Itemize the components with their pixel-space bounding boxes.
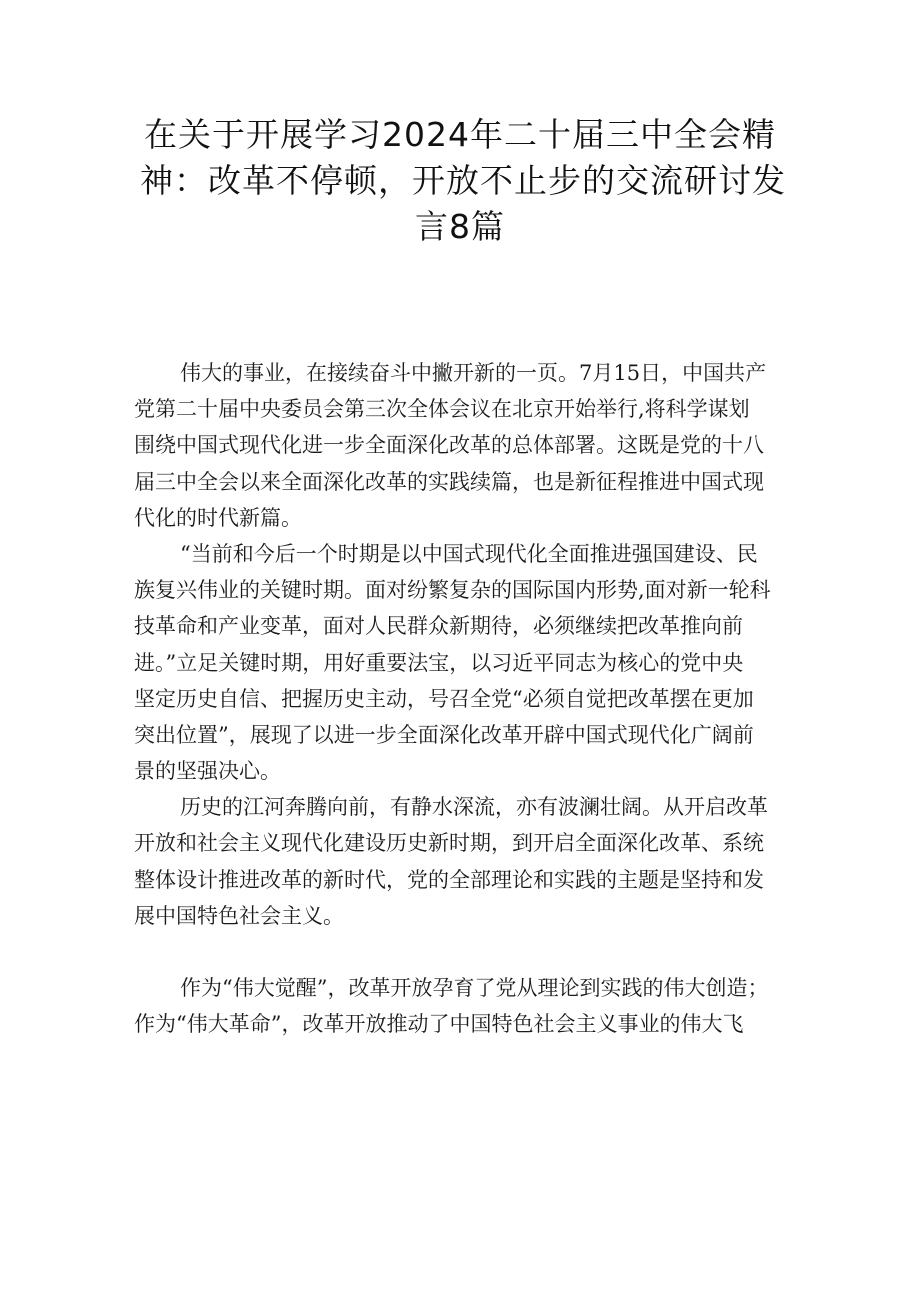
- paragraph-line: 党第二十届中央委员会第三次全体会议在北京开始举行,将科学谋划: [134, 397, 750, 422]
- paragraph: [134, 970, 794, 1042]
- paragraph-line: 届三中全会以来全面深化改革的实践续篇，也是新征程推进中国式现: [134, 469, 764, 494]
- paragraph-line: 技革命和产业变革，面对人民群众新期待，必须继续把改革推向前: [134, 614, 743, 639]
- paragraph-line: “当前和今后一个时期是以中国式现代化全面推进强国建设、民: [180, 541, 758, 566]
- title-line: 在关于开展学习2024年二十届三中全会精: [144, 115, 776, 154]
- paragraph-line: 历史的江河奔腾向前，有静水深流，亦有波澜壮阔。从开启改革: [180, 795, 768, 820]
- paragraph-line: 坚定历史自信、把握历史主动，号召全党“必须自觉把改革摆在更加: [134, 686, 754, 711]
- paragraph-line: 景的坚强决心。: [134, 759, 281, 784]
- paragraph: [134, 536, 794, 789]
- document-title: [140, 112, 786, 250]
- paragraph-line: 代化的时代新篇。: [134, 505, 302, 530]
- paragraph-line: 突出位置”，展现了以进一步全面深化改革开辟中国式现代化广阔前: [134, 722, 754, 747]
- paragraph-line: 开放和社会主义现代化建设历史新时期，到开启全面深化改革、系统: [134, 831, 764, 856]
- paragraph-line: 族复兴伟业的关键时期。面对纷繁复杂的国际国内形势,面对新一轮科: [134, 578, 771, 603]
- paragraph: [134, 789, 794, 934]
- paragraph-line: 伟大的事业，在接续奋斗中撇开新的一页。7月15日，中国共产: [180, 361, 767, 385]
- paragraph-line: 作为“伟大觉醒”，改革开放孕育了党从理论到实践的伟大创造；: [180, 976, 769, 1000]
- paragraph-line: 展中国特色社会主义。: [134, 903, 344, 928]
- paragraph-line: 作为“伟大革命”，改革开放推动了中国特色社会主义事业的伟大飞: [134, 1012, 744, 1037]
- paragraph-spacer: [134, 934, 794, 970]
- paragraph: [134, 355, 794, 536]
- paragraph-line: 进。”立足关键时期，用好重要法宝，以习近平同志为核心的党中央: [134, 650, 744, 675]
- title-line: 神：改革不停顿，开放不止步的交流研讨发: [140, 161, 786, 200]
- paragraph-line: 整体设计推进改革的新时代，党的全部理论和实践的主题是坚持和发: [134, 867, 764, 892]
- paragraph-line: 围绕中国式现代化进一步全面深化改革的总体部署。这既是党的十八: [134, 433, 764, 458]
- document-body: [134, 355, 794, 1042]
- title-line: 言8篇: [415, 207, 505, 246]
